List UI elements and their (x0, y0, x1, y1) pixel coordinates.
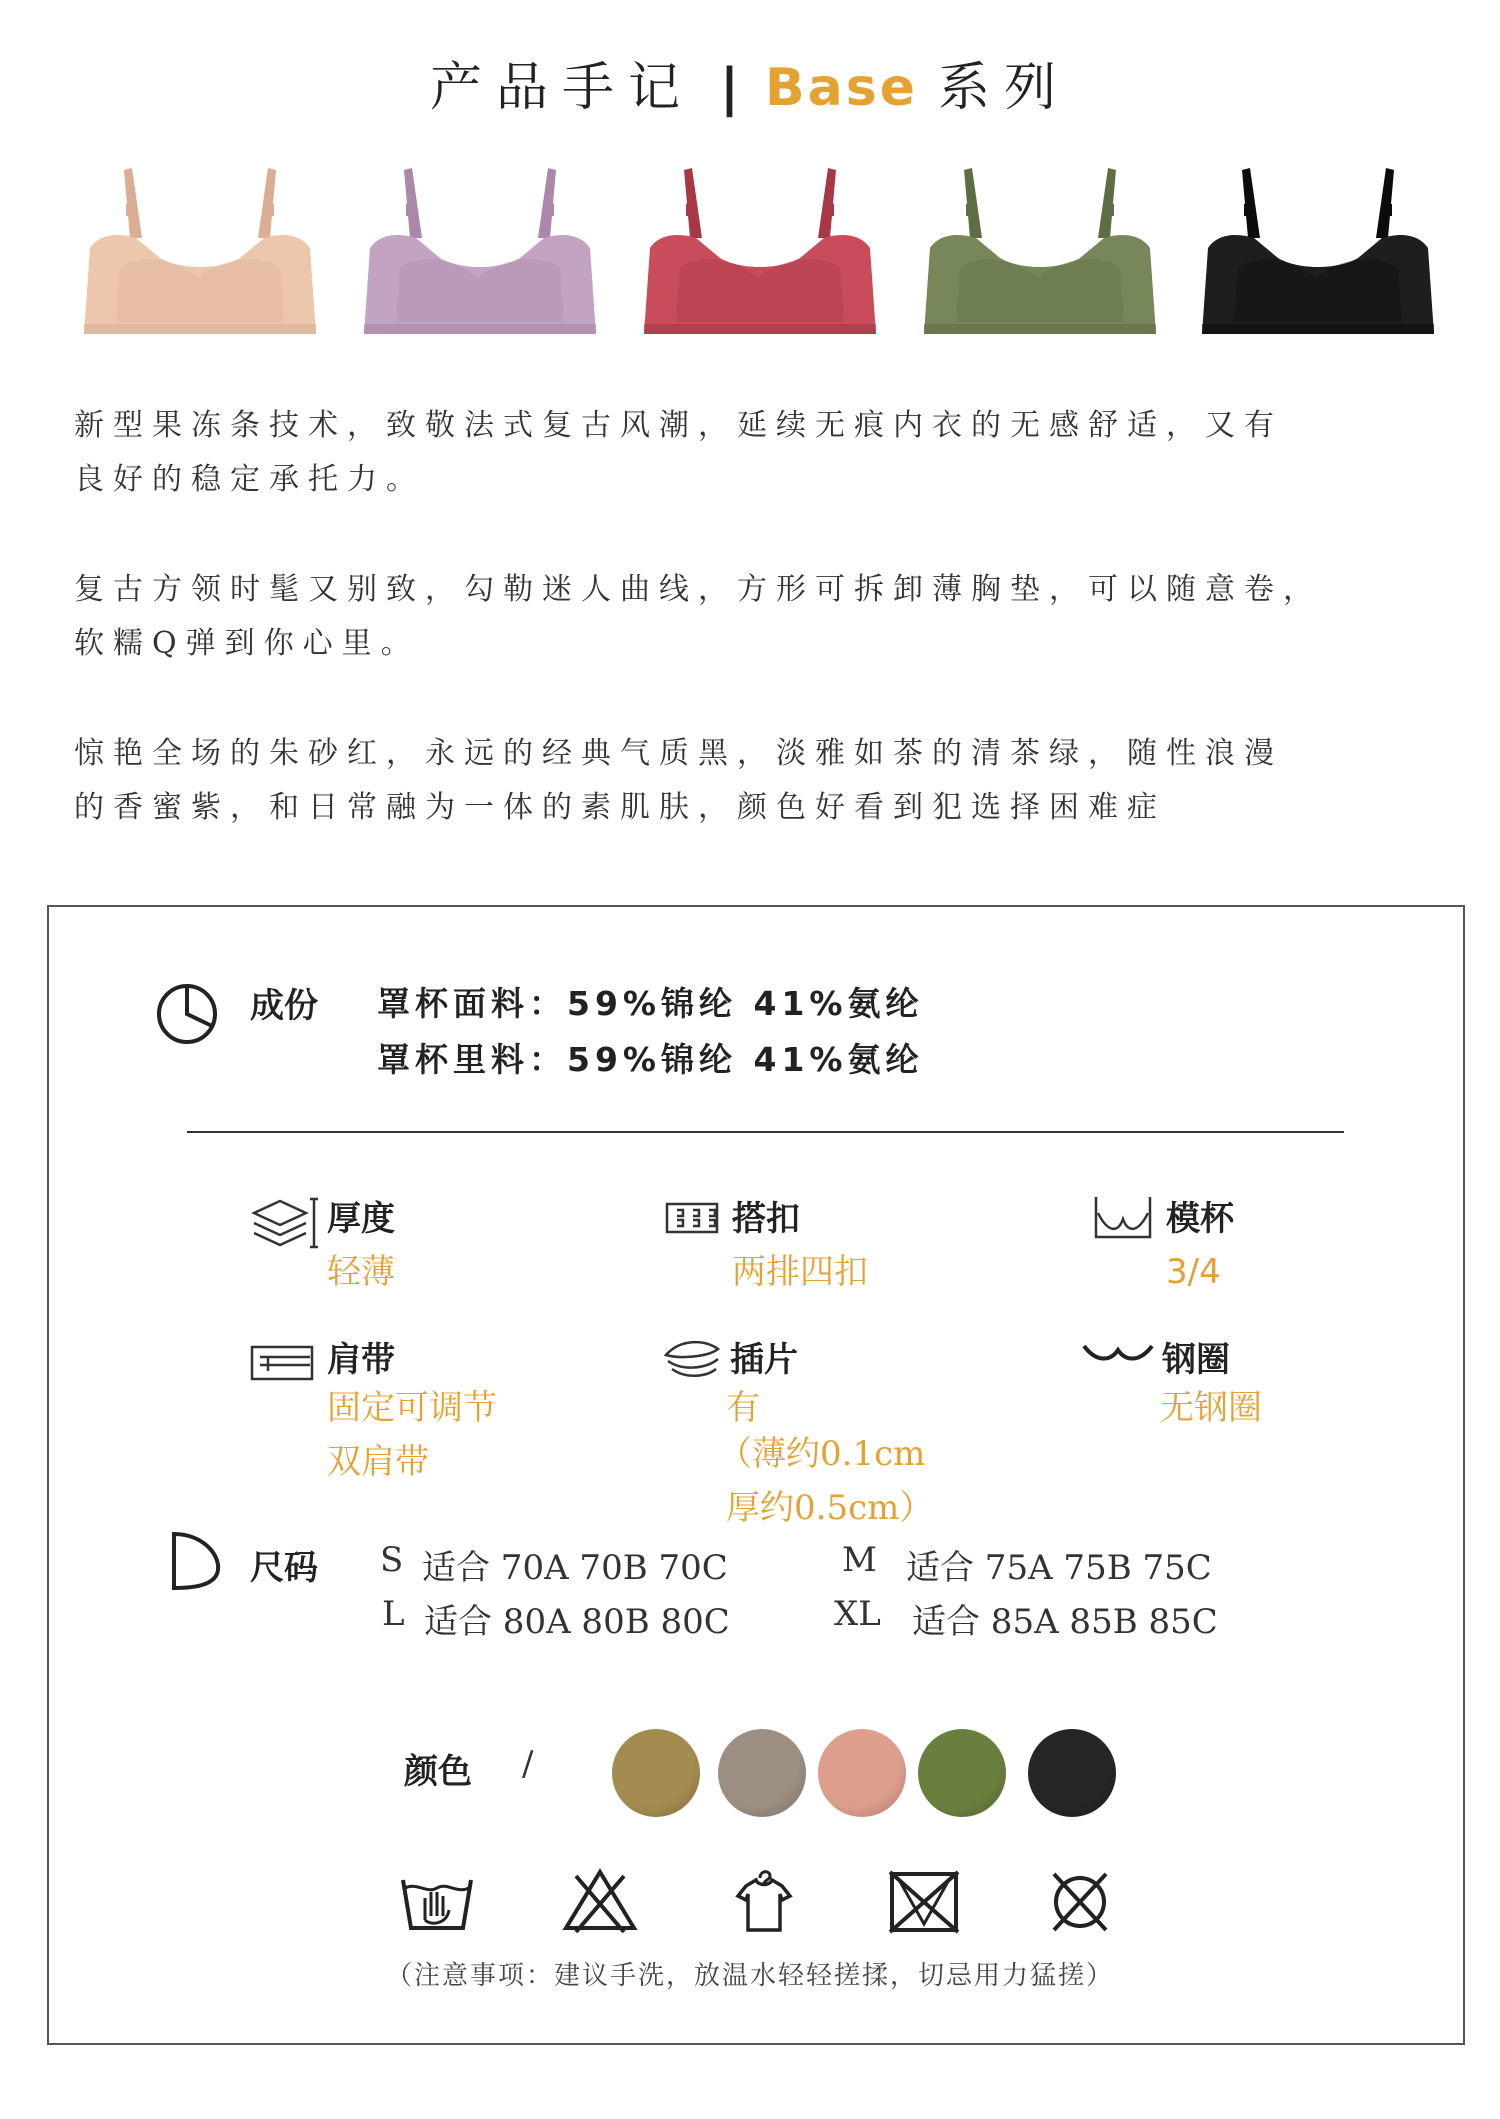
size-xl-fit: 适合 85A 85B 85C (912, 1602, 1218, 1642)
color-swatch-green (918, 1729, 1006, 1817)
insert-value-2: （薄约0.1cm (718, 1434, 926, 1474)
title-prefix: 产品手记 (430, 58, 695, 118)
strap-value-2: 双肩带 (327, 1442, 429, 1482)
strap-label: 肩带 (327, 1340, 395, 1380)
strap-value-1: 固定可调节 (327, 1388, 497, 1428)
clasp-icon (665, 1198, 723, 1238)
thickness-label: 厚度 (327, 1199, 395, 1239)
size-s: S (380, 1540, 404, 1580)
color-swatch-taupe (718, 1729, 806, 1817)
color-swatch-khaki (612, 1729, 700, 1817)
composition-inner: 罩杯里料：59%锦纶 41%氨纶 (377, 1040, 924, 1079)
description-line: 的香蜜紫，和日常融为一体的素肌肤，颜色好看到犯选择困难症 (74, 790, 1166, 825)
description-paragraph-2 (74, 563, 1434, 671)
size-m: M (842, 1540, 877, 1580)
color-slash: / (522, 1744, 534, 1784)
size-l-fit: 适合 80A 80B 80C (424, 1602, 730, 1642)
description-paragraph-1 (74, 399, 1434, 507)
pie-chart-icon (152, 978, 222, 1048)
insert-value-3: 厚约0.5cm） (726, 1488, 934, 1528)
cup-icon (1092, 1193, 1154, 1243)
insert-value-1: 有 (726, 1388, 760, 1428)
title-separator: | (720, 58, 740, 118)
color-swatch-black (1028, 1729, 1116, 1817)
size-l: L (382, 1594, 405, 1634)
no-bleach-icon (560, 1866, 640, 1936)
hang-dry-icon (724, 1866, 804, 1936)
composition-label: 成份 (250, 986, 318, 1026)
size-label: 尺码 (250, 1548, 318, 1588)
insert-label: 插片 (730, 1340, 798, 1380)
divider (187, 1131, 1344, 1133)
clasp-value: 两排四扣 (732, 1252, 868, 1292)
description-line: 复古方领时髦又别致，勾勒迷人曲线，方形可拆卸薄胸垫，可以随意卷， (74, 572, 1322, 607)
description-line: 惊艳全场的朱砂红，永远的经典气质黑，淡雅如茶的清茶绿，随性浪漫 (74, 736, 1283, 771)
color-label: 颜色 (404, 1752, 472, 1792)
product-image-purple (360, 158, 600, 348)
mold-value: 3/4 (1166, 1252, 1221, 1292)
description-line: 新型果冻条技术，致敬法式复古风潮，延续无痕内衣的无感舒适，又有 (74, 408, 1283, 443)
no-dry-clean-icon (1040, 1866, 1120, 1936)
product-image-nude (80, 158, 320, 348)
size-shape-icon (168, 1530, 224, 1592)
wire-label: 钢圈 (1162, 1340, 1230, 1380)
strap-icon (250, 1343, 318, 1383)
description-paragraph-3 (74, 727, 1434, 835)
wire-value: 无钢圈 (1160, 1388, 1262, 1428)
page-title (0, 58, 1500, 118)
color-swatch-pink (818, 1729, 906, 1817)
description-line: 良好的稳定承托力。 (74, 462, 425, 497)
layers-icon (250, 1195, 322, 1255)
product-image-green (920, 158, 1160, 348)
size-xl: XL (834, 1594, 881, 1634)
insert-pad-icon (662, 1337, 722, 1383)
size-m-fit: 适合 75A 75B 75C (906, 1548, 1212, 1588)
clasp-label: 搭扣 (732, 1199, 800, 1239)
care-note: （注意事项：建议手洗，放温水轻轻搓揉，切忌用力猛搓） (385, 1961, 1114, 1991)
thickness-value: 轻薄 (327, 1252, 395, 1292)
product-image-black (1198, 158, 1438, 348)
size-s-fit: 适合 70A 70B 70C (422, 1548, 728, 1588)
no-tumble-dry-icon (884, 1866, 964, 1936)
title-brand: Base (765, 58, 918, 118)
composition-outer: 罩杯面料：59%锦纶 41%氨纶 (377, 984, 924, 1023)
title-suffix: 系列 (937, 58, 1070, 118)
product-image-red (640, 158, 880, 348)
underwire-icon (1082, 1338, 1154, 1368)
mold-label: 模杯 (1166, 1199, 1234, 1239)
hand-wash-icon (397, 1866, 477, 1936)
description-line: 软糯Q弹到你心里。 (74, 626, 420, 661)
